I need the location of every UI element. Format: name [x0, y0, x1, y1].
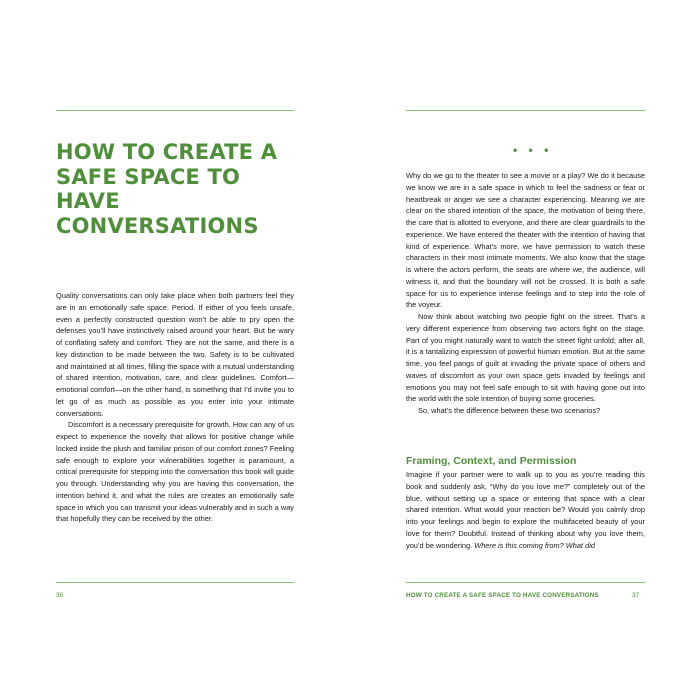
left-body-text — [56, 290, 294, 525]
chapter-title: HOW TO CREATE A SAFE SPACE TO HAVE CONVERSATIONS — [56, 140, 278, 238]
right-bottom-rule — [406, 582, 645, 583]
section-paragraph-text: Imagine if your partner were to walk up to you as you’re reading this book and suddenly ask, “Why do you love me?” completely out of the blue, without setting up a space or entering that space with a clear shared intention. What would your reaction be? Would you calmly drop into your feelings and begin to explore the multifaceted beauty of your love for them? Doubtful. Instead of thinking about why you love them, you’d be wondering. — [406, 470, 645, 550]
section-paragraph — [406, 469, 645, 551]
right-top-rule — [406, 110, 645, 111]
right-paragraph-1: Why do we go to the theater to see a movie or a play? We do it because we know we are in a safe space in which to feel the sadness or fear or heartbreak or anger we see a character experiencing. Meaning we are clear on the shared intention of the space, the motivation of being there, the care that is allotted to everyone, and there are clear guardrails to the experience. We have entered the theater with the intention of having that kind of experience. What’s more, we have permission to watch these characters in their most intimate moments. We also know that the stage is where the actors perform, the seats are where we, the audience, will witness it, and that the boundary will not be crossed. It is both a safe space for us to experience intense feelings and to step into the role of the voyeur. — [406, 171, 645, 310]
right-paragraph-2: Now think about watching two people fight on the street. That’s a very different experience from observing two actors fight on the stage. Part of you might naturally want to watch the street fight unfold; after all, it is a tantalizing expression of powerful human emotion. But at the same time, you feel pangs of guilt at invading the private space of others and waves of discomfort as your own space gets invaded by feelings and emotions you may not feel safe enough to sit with having gone out into the world with the sole intention of buying some groceries. — [406, 312, 645, 404]
left-paragraph-2: Discomfort is a necessary prerequisite for growth. How can any of us expect to experience the novelty that allows for positive change while locked inside the plush and familiar prison of our comfort zones? Feeling safe enough to explore your vulnerabilities together is paramount, a critical prerequisite for stepping into the conversation this book will guide you through. Understanding why you are having this conversation, the intention behind it, and what the rules are creates an emotionally safe space in which you can transmit your ideas vulnerably and in such a way that hopefully they can be received by the other. — [56, 420, 294, 524]
right-body-text — [406, 170, 645, 417]
left-page-number: 36 — [56, 592, 64, 599]
running-head — [406, 592, 599, 600]
left-paragraph-1: Quality conversations can only take place when both partners feel they are in an emotionally safe space. Period. If either of you feels unsafe, even a perfectly constructed question won’t be able to pry open the defenses you’ll have instinctively raised around your heart. But be wary of conflating safety and comfort. They are not the same, and there is a key distinction to be made between the two. Safety is to be cultivated and maintained at all times, filling the space with a mutual understanding of shared intention, motivation, care, and clear guidelines. Comfort—emotional comfort—on the other hand, is something that I’d invite you to let go of as much as possible as you enter into your intimate conversations. — [56, 291, 294, 418]
section-ornament: • • • — [513, 143, 553, 157]
section-paragraph-italic: Where is this coming from? What did — [474, 540, 595, 550]
left-top-rule — [56, 110, 294, 111]
right-page-number: 37 — [632, 592, 640, 599]
running-head-text: HOW TO CREATE A SAFE SPACE TO HAVE CONVERSATIONS — [406, 592, 599, 599]
section-body-text — [406, 469, 645, 551]
left-bottom-rule — [56, 582, 294, 583]
section-heading: Framing, Context, and Permission — [406, 455, 577, 467]
right-paragraph-3: So, what’s the difference between these two scenarios? — [418, 406, 601, 415]
